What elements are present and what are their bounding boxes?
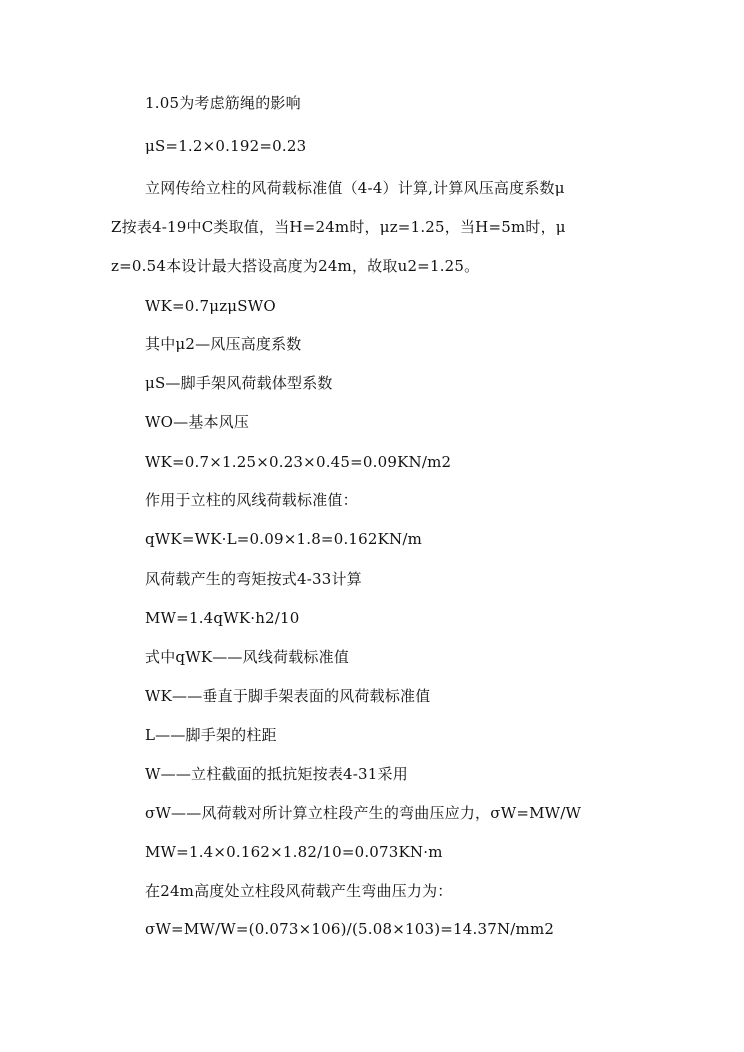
text-line-wk-calc: WK=0.7×1.25×0.23×0.45=0.09KN/m2 bbox=[145, 453, 452, 471]
text-line-mw-formula: MW=1.4qWK·h2/10 bbox=[145, 609, 300, 627]
text-line-wk-formula: WK=0.7μzμSWO bbox=[145, 297, 276, 315]
text-line-moment-heading: 风荷载产生的弯矩按式4-33计算 bbox=[145, 570, 362, 588]
text-line-mu2-def: 其中μ2—风压高度系数 bbox=[145, 335, 302, 353]
text-line-l-def: L——脚手架的柱距 bbox=[145, 726, 277, 744]
text-line-paragraph-3: z=0.54本设计最大搭设高度为24m，故取u2=1.25。 bbox=[111, 257, 480, 275]
text-line-factor-note: 1.05为考虑筋绳的影响 bbox=[145, 94, 301, 112]
text-line-sigma-def: σW——风荷载对所计算立柱段产生的弯曲压应力，σW=MW/W bbox=[145, 804, 582, 822]
text-line-mw-calc: MW=1.4×0.162×1.82/10=0.073KN·m bbox=[145, 843, 443, 861]
text-line-wo-def: WO—基本风压 bbox=[145, 413, 250, 431]
text-line-w-def: W——立柱截面的抵抗矩按表4-31采用 bbox=[145, 765, 408, 783]
text-line-wk-def: WK——垂直于脚手架表面的风荷载标准值 bbox=[145, 687, 431, 705]
text-line-paragraph-1: 立网传给立柱的风荷载标准值（4-4）计算,计算风压高度系数μ bbox=[145, 179, 565, 197]
text-line-qwk-calc: qWK=WK·L=0.09×1.8=0.162KN/m bbox=[145, 530, 423, 548]
text-line-paragraph-2: Z按表4-19中C类取值，当H=24m时，μz=1.25，当H=5m时，μ bbox=[111, 218, 566, 236]
text-line-mus-calc: μS=1.2×0.192=0.23 bbox=[145, 137, 307, 155]
text-line-stress-heading: 在24m高度处立柱段风荷载产生弯曲压力为： bbox=[145, 882, 453, 900]
text-line-line-load-heading: 作用于立柱的风线荷载标准值： bbox=[145, 491, 358, 509]
text-line-mus-def: μS—脚手架风荷载体型系数 bbox=[145, 374, 333, 392]
text-line-sigma-calc: σW=MW/W=(0.073×106)/(5.08×103)=14.37N/mm2 bbox=[145, 920, 555, 938]
text-line-qwk-def: 式中qWK——风线荷载标准值 bbox=[145, 648, 350, 666]
